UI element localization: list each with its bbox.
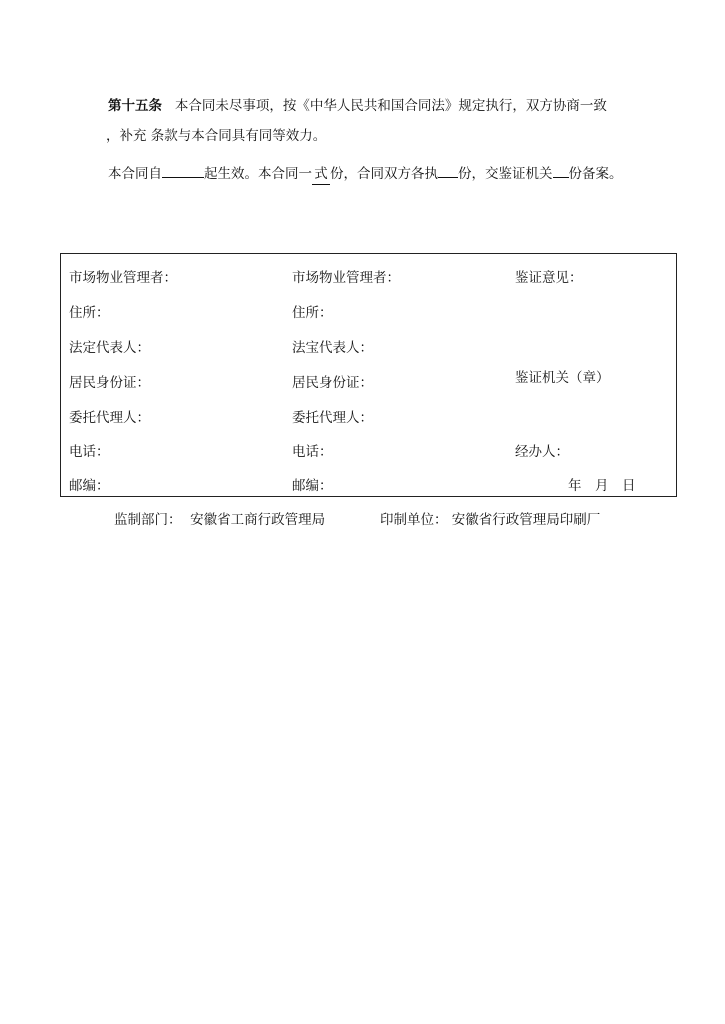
effect-clause: [108, 161, 623, 185]
effect-date-blank: [162, 161, 204, 178]
article-heading: 第十五条: [108, 98, 162, 114]
party-b-legal-rep-label: 法宝代表人：: [292, 340, 373, 356]
party-b-postcode-label: 邮编：: [292, 478, 333, 494]
party-b-id-label: 居民身份证：: [292, 375, 373, 391]
signature-table: [60, 253, 677, 497]
party-a-agent-label: 委托代理人：: [69, 410, 150, 426]
effect-text-1: 本合同自: [108, 166, 162, 182]
party-b-manager-label: 市场物业管理者：: [292, 270, 400, 286]
party-b-address-label: 住所：: [292, 305, 333, 321]
party-a-manager-label: 市场物业管理者：: [69, 270, 177, 286]
effect-text-2: 起生效。本合同一: [204, 166, 312, 182]
party-a-address-label: 住所：: [69, 305, 110, 321]
party-a-phone-label: 电话：: [69, 444, 110, 460]
copies-each-blank: [438, 161, 458, 178]
party-a-id-label: 居民身份证：: [69, 375, 150, 391]
printer-line: [380, 510, 600, 530]
party-b-phone-label: 电话：: [292, 444, 333, 460]
copies-total-blank: 式: [312, 164, 330, 185]
supervisor-name: 安徽省工商行政管理局: [190, 512, 326, 528]
copies-filing-blank: [553, 161, 569, 178]
date-label: 年 月 日: [568, 478, 636, 494]
printer-name: 安徽省行政管理局印刷厂: [451, 512, 601, 528]
verification-seal-label: 鉴证机关（章）: [515, 370, 610, 386]
party-a-legal-rep-label: 法定代表人：: [69, 340, 150, 356]
article-line-2: ，补充 条款与本合同具有同等效力。: [106, 128, 327, 144]
effect-text-5: 份备案。: [568, 166, 623, 182]
effect-text-4: 份，交鉴证机关: [458, 166, 553, 182]
supervisor-line: [114, 510, 325, 530]
effect-text-3: 份，合同双方各执: [330, 166, 438, 182]
party-b-agent-label: 委托代理人：: [292, 410, 373, 426]
party-a-postcode-label: 邮编：: [69, 478, 110, 494]
handler-label: 经办人：: [515, 444, 569, 460]
printer-label: 印制单位：: [380, 512, 448, 528]
article-line-1: [108, 96, 607, 116]
supervisor-label: 监制部门：: [114, 512, 182, 528]
verification-opinion-label: 鉴证意见：: [515, 270, 583, 286]
article-text-line-1: 本合同未尽事项，按《中华人民共和国合同法》规定执行，双方协商一致: [174, 98, 607, 114]
